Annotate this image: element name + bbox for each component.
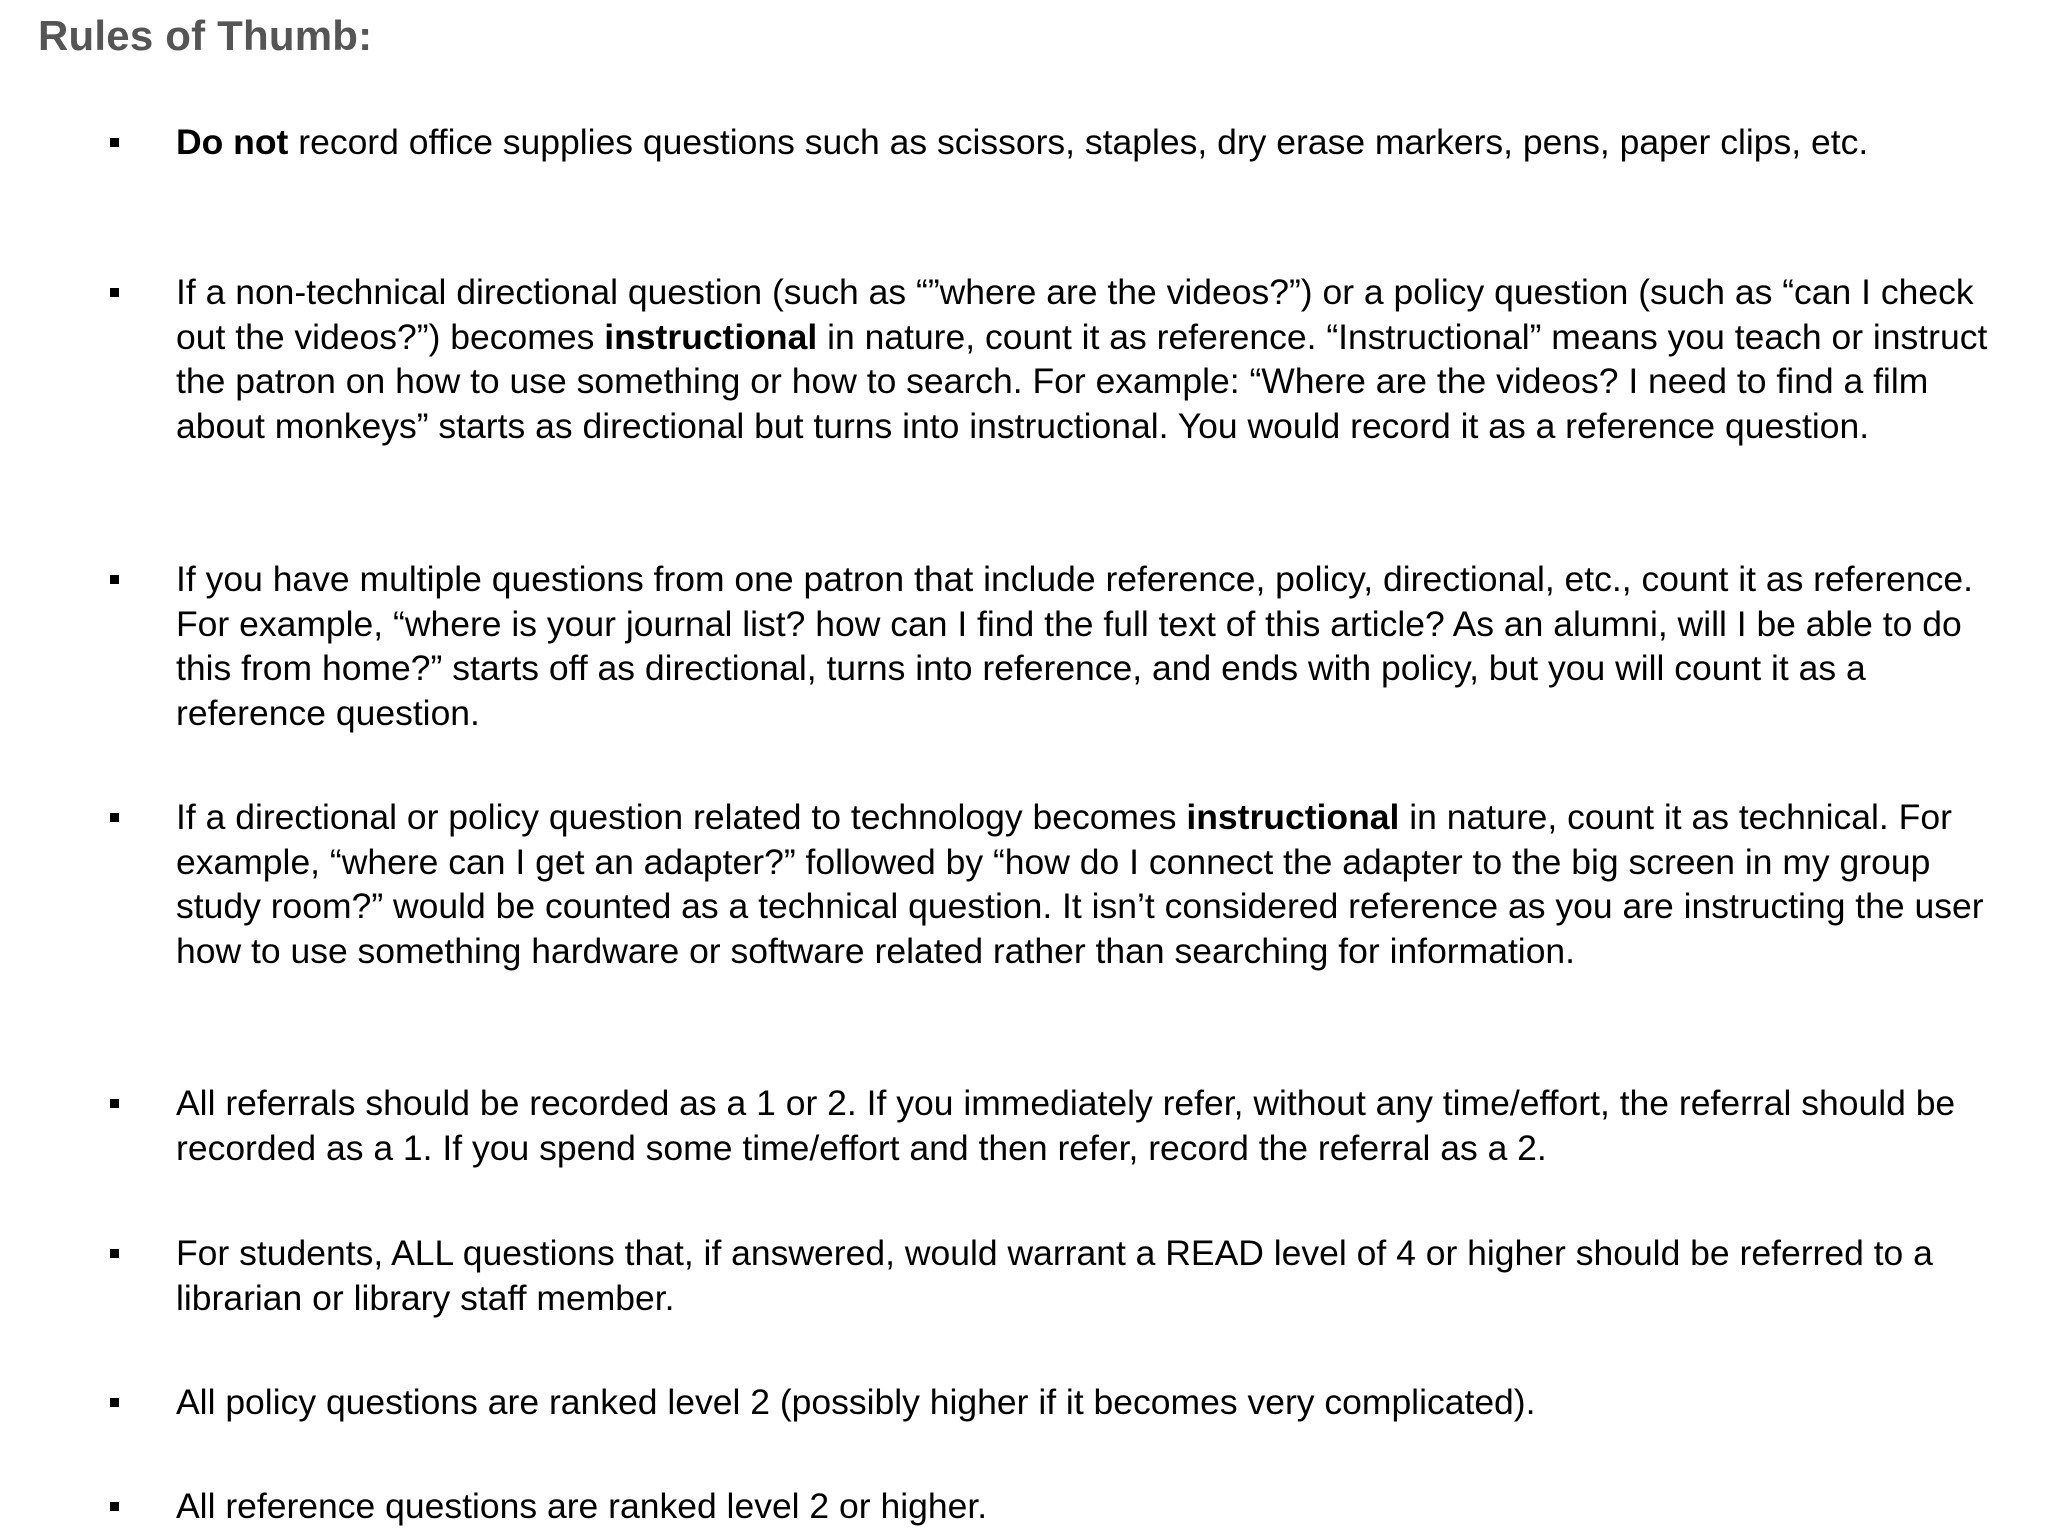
rule-body-start: If a non-technical directional question (such as “”where are the videos?”) or a policy question (such as “can I check out the videos?”) becomes bbox=[176, 272, 1974, 357]
rule-text-6: For students, ALL questions that, if answered, would warrant a READ level of 4 or higher should be referred to a librarian or library staff member. bbox=[176, 1233, 1933, 1318]
rule-text-5: All referrals should be recorded as a 1 or 2. If you immediately refer, without any time/effort, the referral should be recorded as a 1. If you spend some time/effort and then refer, record the referral as a 2. bbox=[176, 1083, 1956, 1168]
bullet-icon bbox=[110, 288, 119, 297]
rule-text-1 bbox=[176, 120, 2021, 165]
rule-body: record office supplies questions such as scissors, staples, dry erase markers, pens, paper clips, etc. bbox=[288, 122, 1869, 162]
bullet-icon bbox=[110, 1099, 119, 1108]
rule-bold-lead: Do not bbox=[176, 122, 289, 162]
rule-text-3: If you have multiple questions from one patron that include reference, policy, directional, etc., count it as reference. For example, “where is your journal list? how can I find the full text of this article? As an alumni, will I be able to do this from home?” starts off as directional, turns into reference, and ends with policy, but you will count it as a reference question. bbox=[176, 559, 1974, 734]
rule-body-end: in nature, count it as reference. “Instructional” means you teach or instruct the patron on how to use something or how to search. For example: “Where are the videos? I need to find a film about monkeys” starts as directional but turns into instructional. You would record it as a reference question. bbox=[176, 316, 1988, 447]
page-title: Rules of Thumb: bbox=[38, 12, 373, 59]
bullet-icon bbox=[110, 138, 119, 147]
rule-body-end: in nature, count it as technical. For example, “where can I get an adapter?” followed by “how do I connect the adapter to the big screen in my group study room?” would be counted as a technical question. It isn’t considered reference as you are instructing the user how to use something hardware or software related rather than searching for information. bbox=[176, 797, 1984, 972]
bullet-icon bbox=[110, 1502, 119, 1511]
rule-bold-term: instructional bbox=[1186, 797, 1400, 837]
rule-bold-term: instructional bbox=[604, 316, 818, 357]
rule-text-2 bbox=[176, 270, 2021, 449]
rule-text-8: All reference questions are ranked level 2 or higher. bbox=[176, 1486, 988, 1526]
rule-text-4 bbox=[176, 795, 2021, 974]
bullet-icon bbox=[110, 575, 119, 584]
bullet-icon bbox=[110, 1249, 119, 1258]
bullet-icon bbox=[110, 1398, 119, 1407]
bullet-icon bbox=[110, 813, 119, 822]
rule-body-start: If a directional or policy question related to technology becomes bbox=[176, 797, 1187, 837]
rule-text-7: All policy questions are ranked level 2 (possibly higher if it becomes very complicated). bbox=[176, 1382, 1536, 1422]
